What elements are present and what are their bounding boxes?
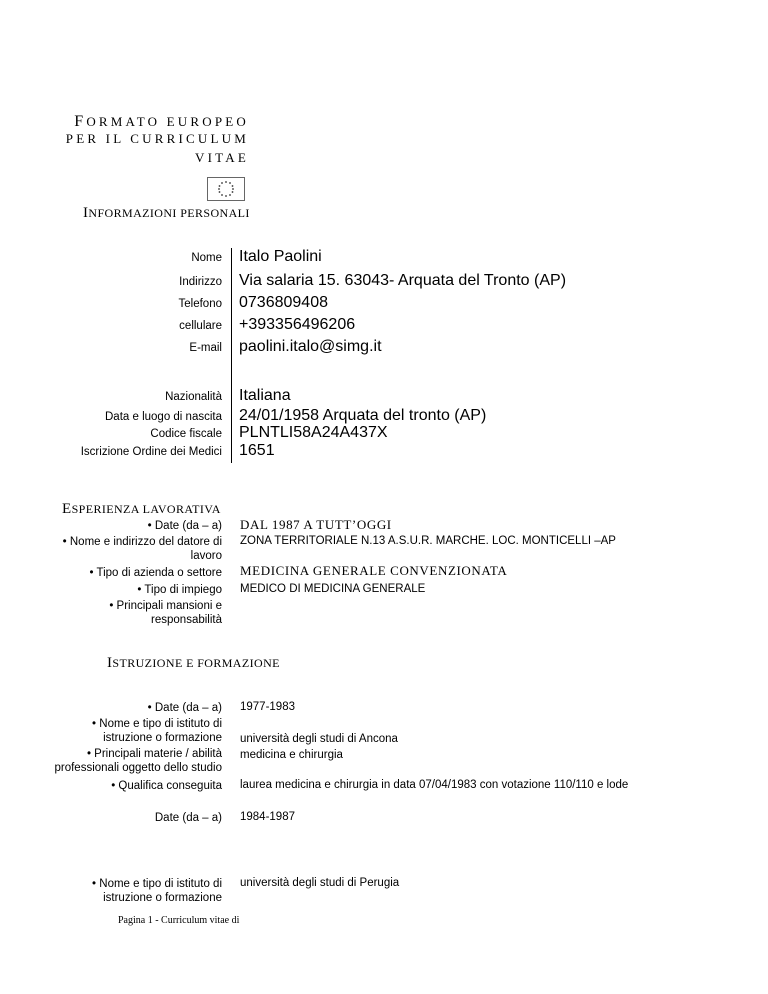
education-institute2-label: • Nome e tipo di istituto di istruzione o formazione [92,878,222,904]
field-value-data-nascita: 24/01/1958 Arquata del tronto (AP) [239,407,487,424]
field-value-email: paolini.italo@simg.it [239,338,382,355]
cv-title-line-2: PER IL CURRICULUM [65,131,249,146]
field-value-nome: Italo Paolini [239,248,322,265]
experience-duties-label: • Principali mansioni e responsabilità [109,600,222,626]
education-date-value: 1977-1983 [240,701,295,713]
field-value-indirizzo: Via salaria 15. 63043- Arquata del Tronto (AP) [239,272,567,289]
field-label-email: E-mail [189,342,222,354]
field-label-nome: Nome [191,252,222,264]
education-date-label: • Date (da – a) [147,702,222,714]
cv-title-line-1 [74,113,249,131]
experience-employer-label: • Nome e indirizzo del datore di lavoro [62,536,222,562]
education-qualification-value: laurea medicina e chirurgia in data 07/04/1983 con votazione 110/110 e lode [240,779,629,791]
education-date2-value: 1984-1987 [240,811,295,823]
education-heading-rest: STRUZIONE E FORMAZIONE [112,656,280,670]
experience-type-label: • Tipo di impiego [137,584,222,596]
cv-title-line-1-cap: F [74,113,87,130]
field-label-nazionalita: Nazionalità [165,391,222,403]
experience-sector-label: • Tipo di azienda o settore [89,567,222,579]
education-institute-value: università degli studi di Ancona [240,733,398,745]
field-value-cellulare: +393356496206 [239,316,356,333]
field-label-ordine-medici: Iscrizione Ordine dei Medici [80,446,222,458]
education-institute-label: • Nome e tipo di istituto di istruzione o formazione [92,718,222,744]
field-label-indirizzo: Indirizzo [179,276,222,288]
education-heading [107,655,280,672]
eu-flag-icon [207,177,245,201]
education-date2-label: Date (da – a) [154,812,222,824]
personal-info-heading [83,205,250,222]
experience-date-label: • Date (da – a) [147,520,222,532]
education-heading-cap: I [107,655,113,671]
field-value-ordine-medici: 1651 [239,442,275,459]
field-label-cellulare: cellulare [179,320,222,332]
field-value-telefono: 0736809408 [239,294,328,311]
field-label-codice-fiscale: Codice fiscale [150,428,222,440]
field-label-telefono: Telefono [178,298,222,310]
field-value-nazionalita: Italiana [239,387,291,404]
experience-sector-value: MEDICINA GENERALE CONVENZIONATA [240,563,508,578]
education-institute2-value: università degli studi di Perugia [240,877,400,889]
page-footer: Pagina 1 - Curriculum vitae di [118,915,240,926]
experience-employer-value: ZONA TERRITORIALE N.13 A.S.U.R. MARCHE. LOC. MONTICELLI –AP [240,535,616,547]
column-divider [231,248,232,463]
experience-heading [62,501,221,518]
experience-heading-rest: SPERIENZA LAVORATIVA [71,502,221,516]
experience-date-value: DAL 1987 A TUTT’OGGI [240,517,392,532]
field-label-data-nascita: Data e luogo di nascita [105,411,222,423]
personal-info-heading-cap: I [83,205,89,221]
experience-type-value: MEDICO DI MEDICINA GENERALE [240,583,426,595]
personal-info-heading-rest: NFORMAZIONI PERSONALI [88,206,250,220]
field-value-codice-fiscale: PLNTLI58A24A437X [239,424,388,441]
education-qualification-label: • Qualifica conseguita [111,780,222,792]
cv-title-line-3: VITAE [195,150,249,165]
experience-heading-cap: E [62,501,72,517]
education-subjects-value: medicina e chirurgia [240,749,343,761]
cv-title-line-1-rest: ORMATO EUROPEO [86,114,249,129]
education-subjects-label: • Principali materie / abilità professionali oggetto dello studio [54,748,222,774]
